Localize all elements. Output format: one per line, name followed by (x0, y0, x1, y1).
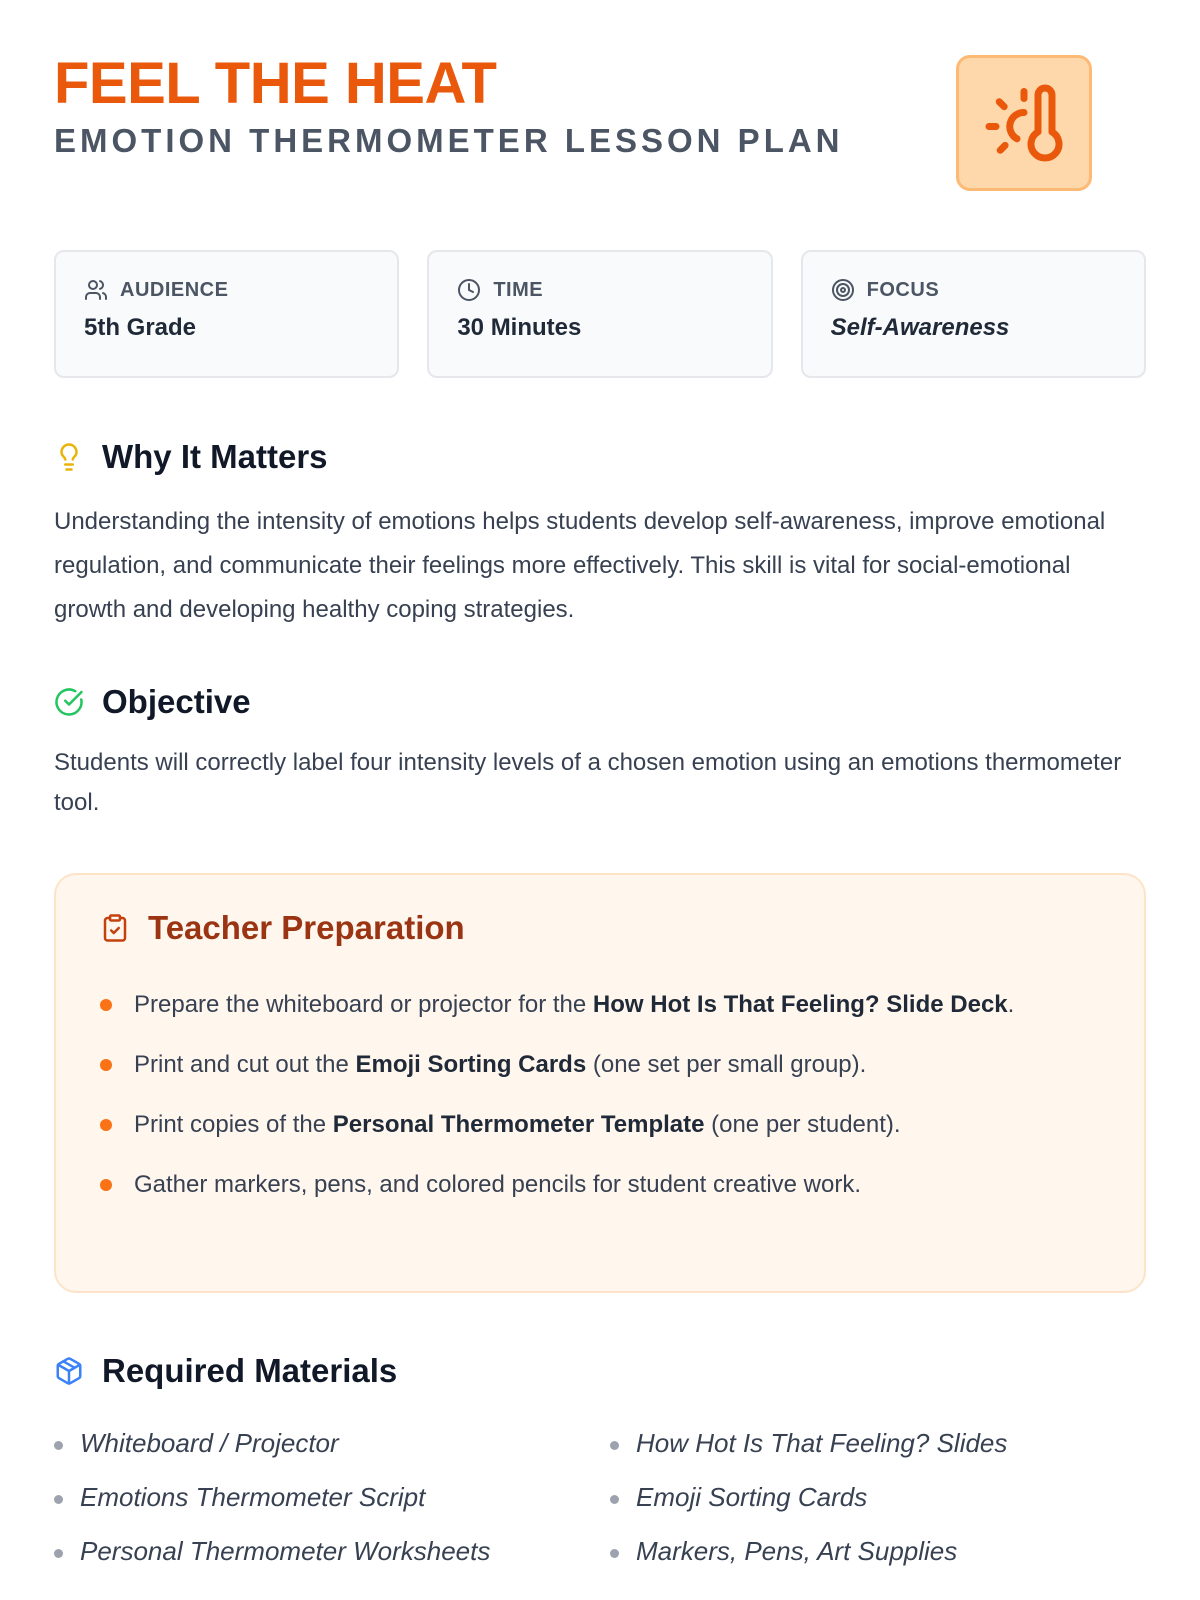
prep-item-text-after: (one set per small group). (586, 1051, 867, 1078)
why-it-matters-section (54, 438, 1146, 632)
box-icon (54, 1356, 84, 1386)
materials-heading-row (54, 1352, 1146, 1390)
time-label: TIME (493, 278, 544, 301)
thermometer-sun-icon (956, 55, 1092, 191)
focus-label: FOCUS (866, 278, 940, 301)
teacher-preparation-box (54, 873, 1146, 1293)
list-item (100, 1045, 1100, 1085)
prep-item-text-after: . (1007, 991, 1015, 1018)
focus-value: Self-Awareness (830, 314, 1010, 341)
time-label-row (457, 278, 742, 302)
objective-section (54, 683, 1146, 823)
focus-card (801, 250, 1146, 378)
users-icon (84, 278, 108, 302)
required-materials-section (54, 1352, 1146, 1570)
prep-item-text: Gather markers, pens, and colored pencils for student creative work. (134, 1171, 862, 1198)
focus-label-row (831, 278, 1116, 302)
prep-item-text: Prepare the whiteboard or projector for the (134, 991, 593, 1018)
info-cards (54, 250, 1146, 378)
materials-heading: Required Materials (102, 1352, 398, 1389)
audience-value: 5th Grade (84, 314, 197, 341)
audience-card (54, 250, 399, 378)
list-item: Emotions Thermometer Script (54, 1478, 590, 1516)
header (54, 0, 1146, 200)
clock-icon (457, 278, 481, 302)
list-item: Personal Thermometer Worksheets (54, 1532, 590, 1570)
list-item (100, 985, 1100, 1025)
lightbulb-icon (54, 442, 84, 472)
prep-item-text-after: (one per student). (704, 1111, 901, 1138)
audience-label-row (84, 278, 369, 302)
prep-item-bold: How Hot Is That Feeling? Slide Deck (592, 991, 1008, 1018)
target-icon (831, 278, 855, 302)
check-circle-icon (54, 687, 84, 717)
list-item: Emoji Sorting Cards (610, 1478, 1146, 1516)
list-item (100, 1105, 1100, 1145)
clipboard-check-icon (100, 913, 130, 943)
prep-item-bold: Emoji Sorting Cards (355, 1051, 587, 1078)
objective-heading-row (54, 683, 1146, 721)
materials-list (54, 1424, 1146, 1570)
prep-item-bold: Personal Thermometer Template (332, 1111, 705, 1138)
prep-item-text: Print copies of the (134, 1111, 333, 1138)
prep-heading-row (100, 909, 1100, 947)
objective-text: Students will correctly label four intensity levels of a chosen emotion using an emotions thermometer tool. (54, 749, 1122, 816)
why-heading-row (54, 438, 1146, 476)
page-title: FEEL THE HEAT (54, 51, 497, 116)
why-text: Understanding the intensity of emotions helps students develop self-awareness, improve emotional regulation, and communicate their feelings more effectively. This skill is vital for social-emotional growth and developing healthy coping strategies. (54, 508, 1106, 623)
audience-label: AUDIENCE (120, 278, 229, 301)
objective-heading: Objective (102, 683, 251, 720)
prep-heading: Teacher Preparation (148, 909, 465, 946)
page-subtitle: EMOTION THERMOMETER LESSON PLAN (54, 122, 844, 159)
list-item: Markers, Pens, Art Supplies (610, 1532, 1146, 1570)
prep-list (100, 985, 1100, 1205)
list-item (100, 1165, 1100, 1205)
time-value: 30 Minutes (457, 314, 582, 341)
list-item: Whiteboard / Projector (54, 1424, 590, 1462)
time-card (427, 250, 772, 378)
why-heading: Why It Matters (102, 438, 328, 475)
list-item: How Hot Is That Feeling? Slides (610, 1424, 1146, 1462)
prep-item-text: Print and cut out the (134, 1051, 356, 1078)
